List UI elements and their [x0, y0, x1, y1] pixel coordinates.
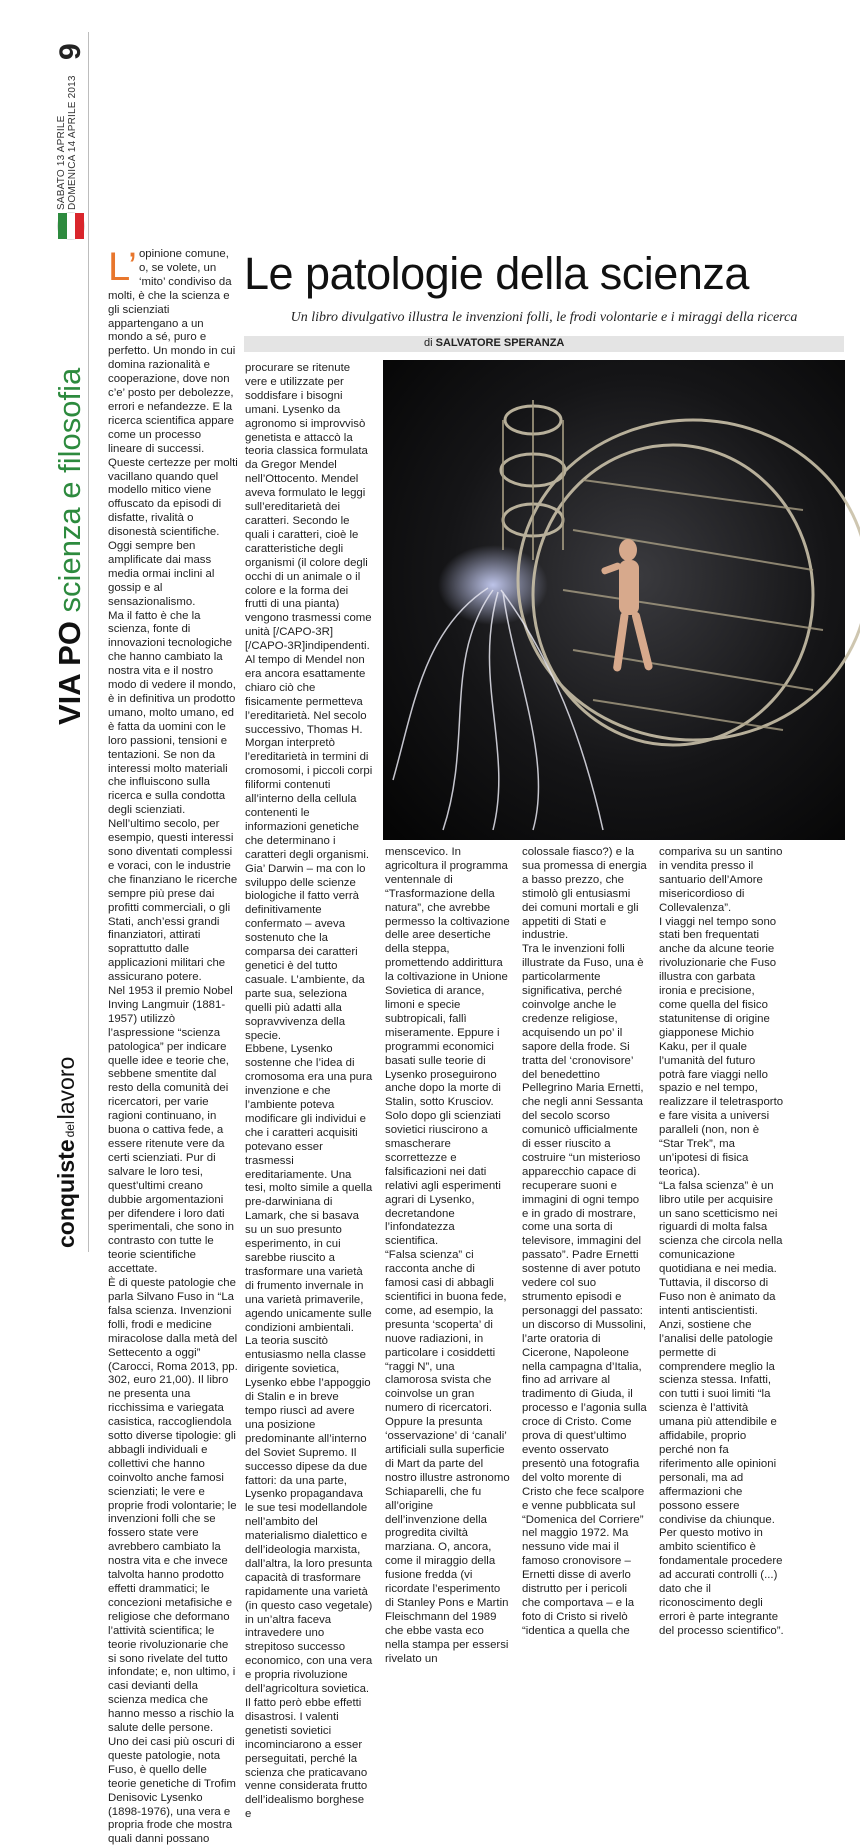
brand-word-3: lavoro [53, 1056, 79, 1120]
sidebar-rule [88, 32, 89, 1252]
page-number: 9 [54, 43, 87, 60]
byline-author: SALVATORE SPERANZA [435, 337, 565, 349]
italian-flag-icon [57, 212, 85, 240]
brand-word-1: conquiste [53, 1139, 79, 1248]
article-title: Le patologie della scienza [244, 248, 749, 299]
date-line-2: DOMENICA 14 APRILE 2013 [67, 75, 78, 210]
newspaper-brand [54, 1057, 82, 1248]
date-line-1: SABATO 13 APRILE [56, 115, 67, 210]
article-subtitle: Un libro divulgativo illustra le invenzioni folli, le frodi volontarie e i miraggi della ricerca [290, 310, 798, 325]
section-heading [54, 368, 86, 725]
paragraph-14: I viaggi nel tempo sono stati ben frequentati anche da alcune teorie rivoluzionarie che Fuso illustra con garbata ironia e precisione, come quella del fisico statunitense di origine giapponese Michio Kaku, per il quale l’umanità del futuro potrà fare viaggi nello spazio e nel tempo, realizzare il teletrasporto e fare visita a universi paralleli (non, non è “Star Trek”, ma un’ipotesi di fisica teorica). [659, 915, 784, 1178]
article-column-5 [659, 846, 784, 1637]
issue-date [56, 70, 78, 210]
paragraph-11: colossale fiasco?) e la sua promessa di energia a basso prezzo, che stimolò gli entusiasmi dei comuni mortali e gli appetiti di Stati e industrie. [522, 846, 647, 942]
byline [424, 337, 564, 349]
hamster-wheel-figure-photo [383, 360, 845, 840]
section-topic: scienza e filosofia [52, 367, 87, 613]
paragraph-4: È di queste patologie che parla Silvano Fuso in “La falsa scienza. Invenzioni folli, frodi e medicine miracolose dalla metà del Settecento a oggi” (Carocci, Roma 2013, pp. 302, euro 21,00). Il libro ne presenta una ricchissima e variegata casistica, raccogliendola sotto diverse tipologie: gli abbagli individuali e collettivi che hanno coinvolto anche famosi scienziati; le vere e proprie frodi volontarie; le invenzioni folli che se fossero state vere avrebbero cambiato la nostra vita e che invece talvolta hanno prodotto effetti drammatici; le concezioni metafisiche e religiose che deformano l’attività scientifica; le teorie rivoluzionarie che si sono rivelate del tutto infondate; e, non ultimo, i casi devianti della scienza medica che hanno messo a rischio la salute delle persone. [108, 1277, 238, 1735]
article-photo [383, 360, 845, 840]
article-column-4 [522, 846, 647, 1637]
paragraph-10: “Falsa scienza” ci racconta anche di famosi casi di abbagli scientifici in buona fede, come, ad esempio, la presunta ‘scoperta’ di nuove radiazioni, in particolare i cosiddetti “raggi N”, una clamorosa svista che coinvolse un gran numero di ricercatori. Oppure la presunta ‘osservazione’ di ‘canali’ artificiali sulla superficie di Mart da parte del nostro illustre astronomo Schiaparelli, che fu all’origine dell’invenzione della progredita civiltà marziana. O, ancora, come il miraggio della fusione fredda (vi ricordate l’esperimento di Stanley Pons e Martin Fleischmann del 1989 che ebbe vasta eco nella stampa per essersi rivelato un [385, 1249, 510, 1665]
paragraph-7: Ebbene, Lysenko sostenne che l’idea di cromosoma era una pura invenzione e che l’ambiente poteva modificare gli individui e che i caratteri acquisiti potevano esser trasmessi ereditariamente. Una tesi, molto simile a quella pre-darwiniana di Lamark, che si basava su un suo presunto esperimento, in cui sarebbe riuscito a trasformare una varietà di frumento invernale in una varietà primaverile, agendo unicamente sulle condizioni ambientali. [245, 1043, 373, 1334]
byline-prefix: di [424, 337, 433, 349]
section-brand: VIA PO [52, 621, 87, 725]
paragraph-15: “La falsa scienza” è un libro utile per acquisire un sano scetticismo nei riguardi di molta falsa scienza che circola nella comunicazione quotidiana e nei media. Tuttavia, il discorso di Fuso non è animato da intenti antiscientisti. Anzi, sostiene che l’analisi delle patologie permette di comprendere meglio la scienza stessa. Infatti, con tutti i suoi limiti “la scienza è l’attività umana più attendibile e affidabile, proprio perché non fa riferimento alle opinioni personali, ma ad affermazioni che possono essere condivise da chiunque. Per questo motivo in ambito scientifico è fondamentale procedere ad accurati controlli (...) dato che il riconoscimento degli errori è parte integrante del processo scientifico”. [659, 1179, 784, 1637]
paragraph-1: opinione comune, o, se volete, un ‘mito’ condiviso da molti, è che la scienza e gli scienziati appartengano a un mondo a sé, puro e perfetto. Un mondo in cui domina razionalità e cooperazione, dove non c’e’ posto per debolezze, errori e nefandezze. E la ricerca scientifica appare come un processo lineare di successi. Queste certezze per molti vacillano quando quel modello mitico viene offuscato da episodi di disfatte, rivalità o disonestà scientifiche. Oggi sempre ben amplificate dai mass media ormai inclini al gossip e al sensazionalismo. [108, 248, 238, 608]
paragraph-8: La teoria suscitò entusiasmo nella classe dirigente sovietica, Lysenko ebbe l’appoggio di Stalin e in breve tempo riuscì ad avere una posizione predominante all’interno del Soviet Supremo. Il successo dipese da due fattori: da una parte, Lysenko propagandava le sue tesi modellandole nell’ambito del materialismo dialettico e dell’ideologia marxista, dall’altra, la loro presunta capacità di trasformare rapidamente una varietà (in questo caso vegetale) in un’altra faceva intravedere uno strepitoso successo economico, con una vera e propria rivoluzione dell’agricoltura sovietica. Il fatto però ebbe effetti disastrosi. I valenti genetisti sovietici incominciarono a esser perseguitati, perché la scienza che praticavano venne considerata frutto dell’idealismo borghese e [245, 1335, 373, 1821]
paragraph-9: menscevico. In agricoltura il programma ventennale di “Trasformazione della natura”, che avrebbe permesso la coltivazione delle aree desertiche della steppa, promettendo addirittura la coltivazione in Unione Sovietica di arance, limoni e specie subtropicali, fallì miseramente. Eppure i programmi economici basati sulle teorie di Lysenko proseguirono anche dopo la morte di Stalin, sotto Krusciov. Solo dopo gli scienziati sovietici riuscirono a smascherare scorrettezze e falsificazioni nei dati relativi agli esperimenti agrari di Lysenko, decretandone l’infondatezza scientifica. [385, 846, 510, 1248]
paragraph-2: Ma il fatto è che la scienza, fonte di innovazioni tecnologiche che hanno cambiato la nostra vita e il nostro modo di vedere il mondo, è in definitiva un prodotto umano, molto umano, ed è fatta da uomini con le loro passioni, tensioni e tentazioni. Se non da interessi molto materiali che influiscono sulla ricerca e sulla condotta degli scienziati. Nell’ultimo secolo, per esempio, questi interessi sono diventati complessi e voraci, con le industrie che finanziano le ricerche sempre più prese dai profitti commerciali, o gli Stati, anch’essi grandi finanziatori, attirati soprattutto dalle applicazioni militari che assicurano potere. [108, 609, 238, 984]
article-column-1 [108, 245, 238, 1846]
dropcap: L’ [108, 245, 137, 289]
article-column-2 [245, 362, 373, 1821]
paragraph-6: procurare se ritenute vere e utilizzate per soddisfare i bisogni umani. Lysenko da agronomo si improvvisò genetista e attaccò la teoria classica formulata da Gregor Mendel nell’Ottocento. Mendel aveva formulato le leggi sull’ereditarietà dei caratteri. Secondo le quali i caratteri, cioè le caratteristiche degli organismi (il colore degli occhi di un animale o il colore e la forma dei frutti di una pianta) vengono trasmessi come unità [/CAPO-3R][/CAPO-3R]indipendenti. Al tempo di Mendel non era ancora esattamente chiaro ciò che fisicamente permetteva l’ereditarietà. Nel secolo successivo, Thomas H. Morgan interpretò l’ereditarietà in termini di cromosomi, i piccoli corpi filiformi contenuti all’interno della cellula contenenti le informazioni genetiche che determinano i caratteri degli organismi. Gia’ Darwin – ma con lo sviluppo delle scienze biologiche il fatto verrà definitivamente confermato – aveva sostenuto che la comparsa dei caratteri genetici è del tutto casuale. L’ambiente, da parte sua, seleziona quelli più adatti alla sopravvivenza della specie. [245, 362, 373, 1042]
page-sidebar [0, 0, 92, 1260]
brand-word-2: del [63, 1121, 77, 1138]
paragraph-3: Nel 1953 il premio Nobel Inving Langmuir (1881-1957) utilizzò l’aspressione “scienza patologica” per indicare quelle idee e teorie che, sebbene smentite dal resto della comunità dei ricercatori, per varie ragioni continuano, in buona o cattiva fede, a essere ritenute vere da certi scienziati. Pur di salvare le loro tesi, quest’ultimi creano dubbie argomentazioni per difendere i loro dati sperimentali, che sono in contrasto con tutte le teorie scientifiche accettate. [108, 985, 234, 1276]
paragraph-12: Tra le invenzioni folli illustrate da Fuso, una è particolarmente significativa, perché coinvolge anche le credenze religiose, acquisendo un po’ il sapore della frode. Si tratta del ‘cronovisore’ del benedettino Pellegrino Maria Ernetti, che negli anni Sessanta del secolo scorso comunicò ufficialmente di esser riuscito a costruire “un misterioso apparecchio capace di recuperare suoni e immagini di ogni tempo e in grado di mostrare, come una sorta di televisore, immagini del passato”. Padre Ernetti sostenne di aver potuto vedere col suo strumento episodi e personaggi del passato: un discorso di Mussolini, l’arte oratoria di Cicerone, Napoleone nella campagna d’Italia, fino ad arrivare al tradimento di Giuda, il processo e l’agonia sulla croce di Cristo. Come prova di quest’ultimo evento osservato presentò una fotografia del volto morente di Cristo che fece scalpore e venne pubblicata sul “Domenica del Corriere” nel maggio 1972. Ma nessuno vide mai il famoso cronovisore – Ernetti disse di averlo distrutto per i pericoli che comportava – e la foto di Cristo si rivelò “identica a quella che [522, 943, 647, 1637]
paragraph-13: compariva su un santino in vendita presso il santuario dell’Amore misericordioso di Collevalenza”. [659, 846, 783, 914]
article-column-3 [385, 846, 510, 1665]
paragraph-5: Uno dei casi più oscuri di queste patologie, nota Fuso, è quello delle teorie genetiche di Trofim Denisovic Lysenko (1898-1976), una vera e propria frode che mostra quali danni possano [108, 1735, 236, 1846]
